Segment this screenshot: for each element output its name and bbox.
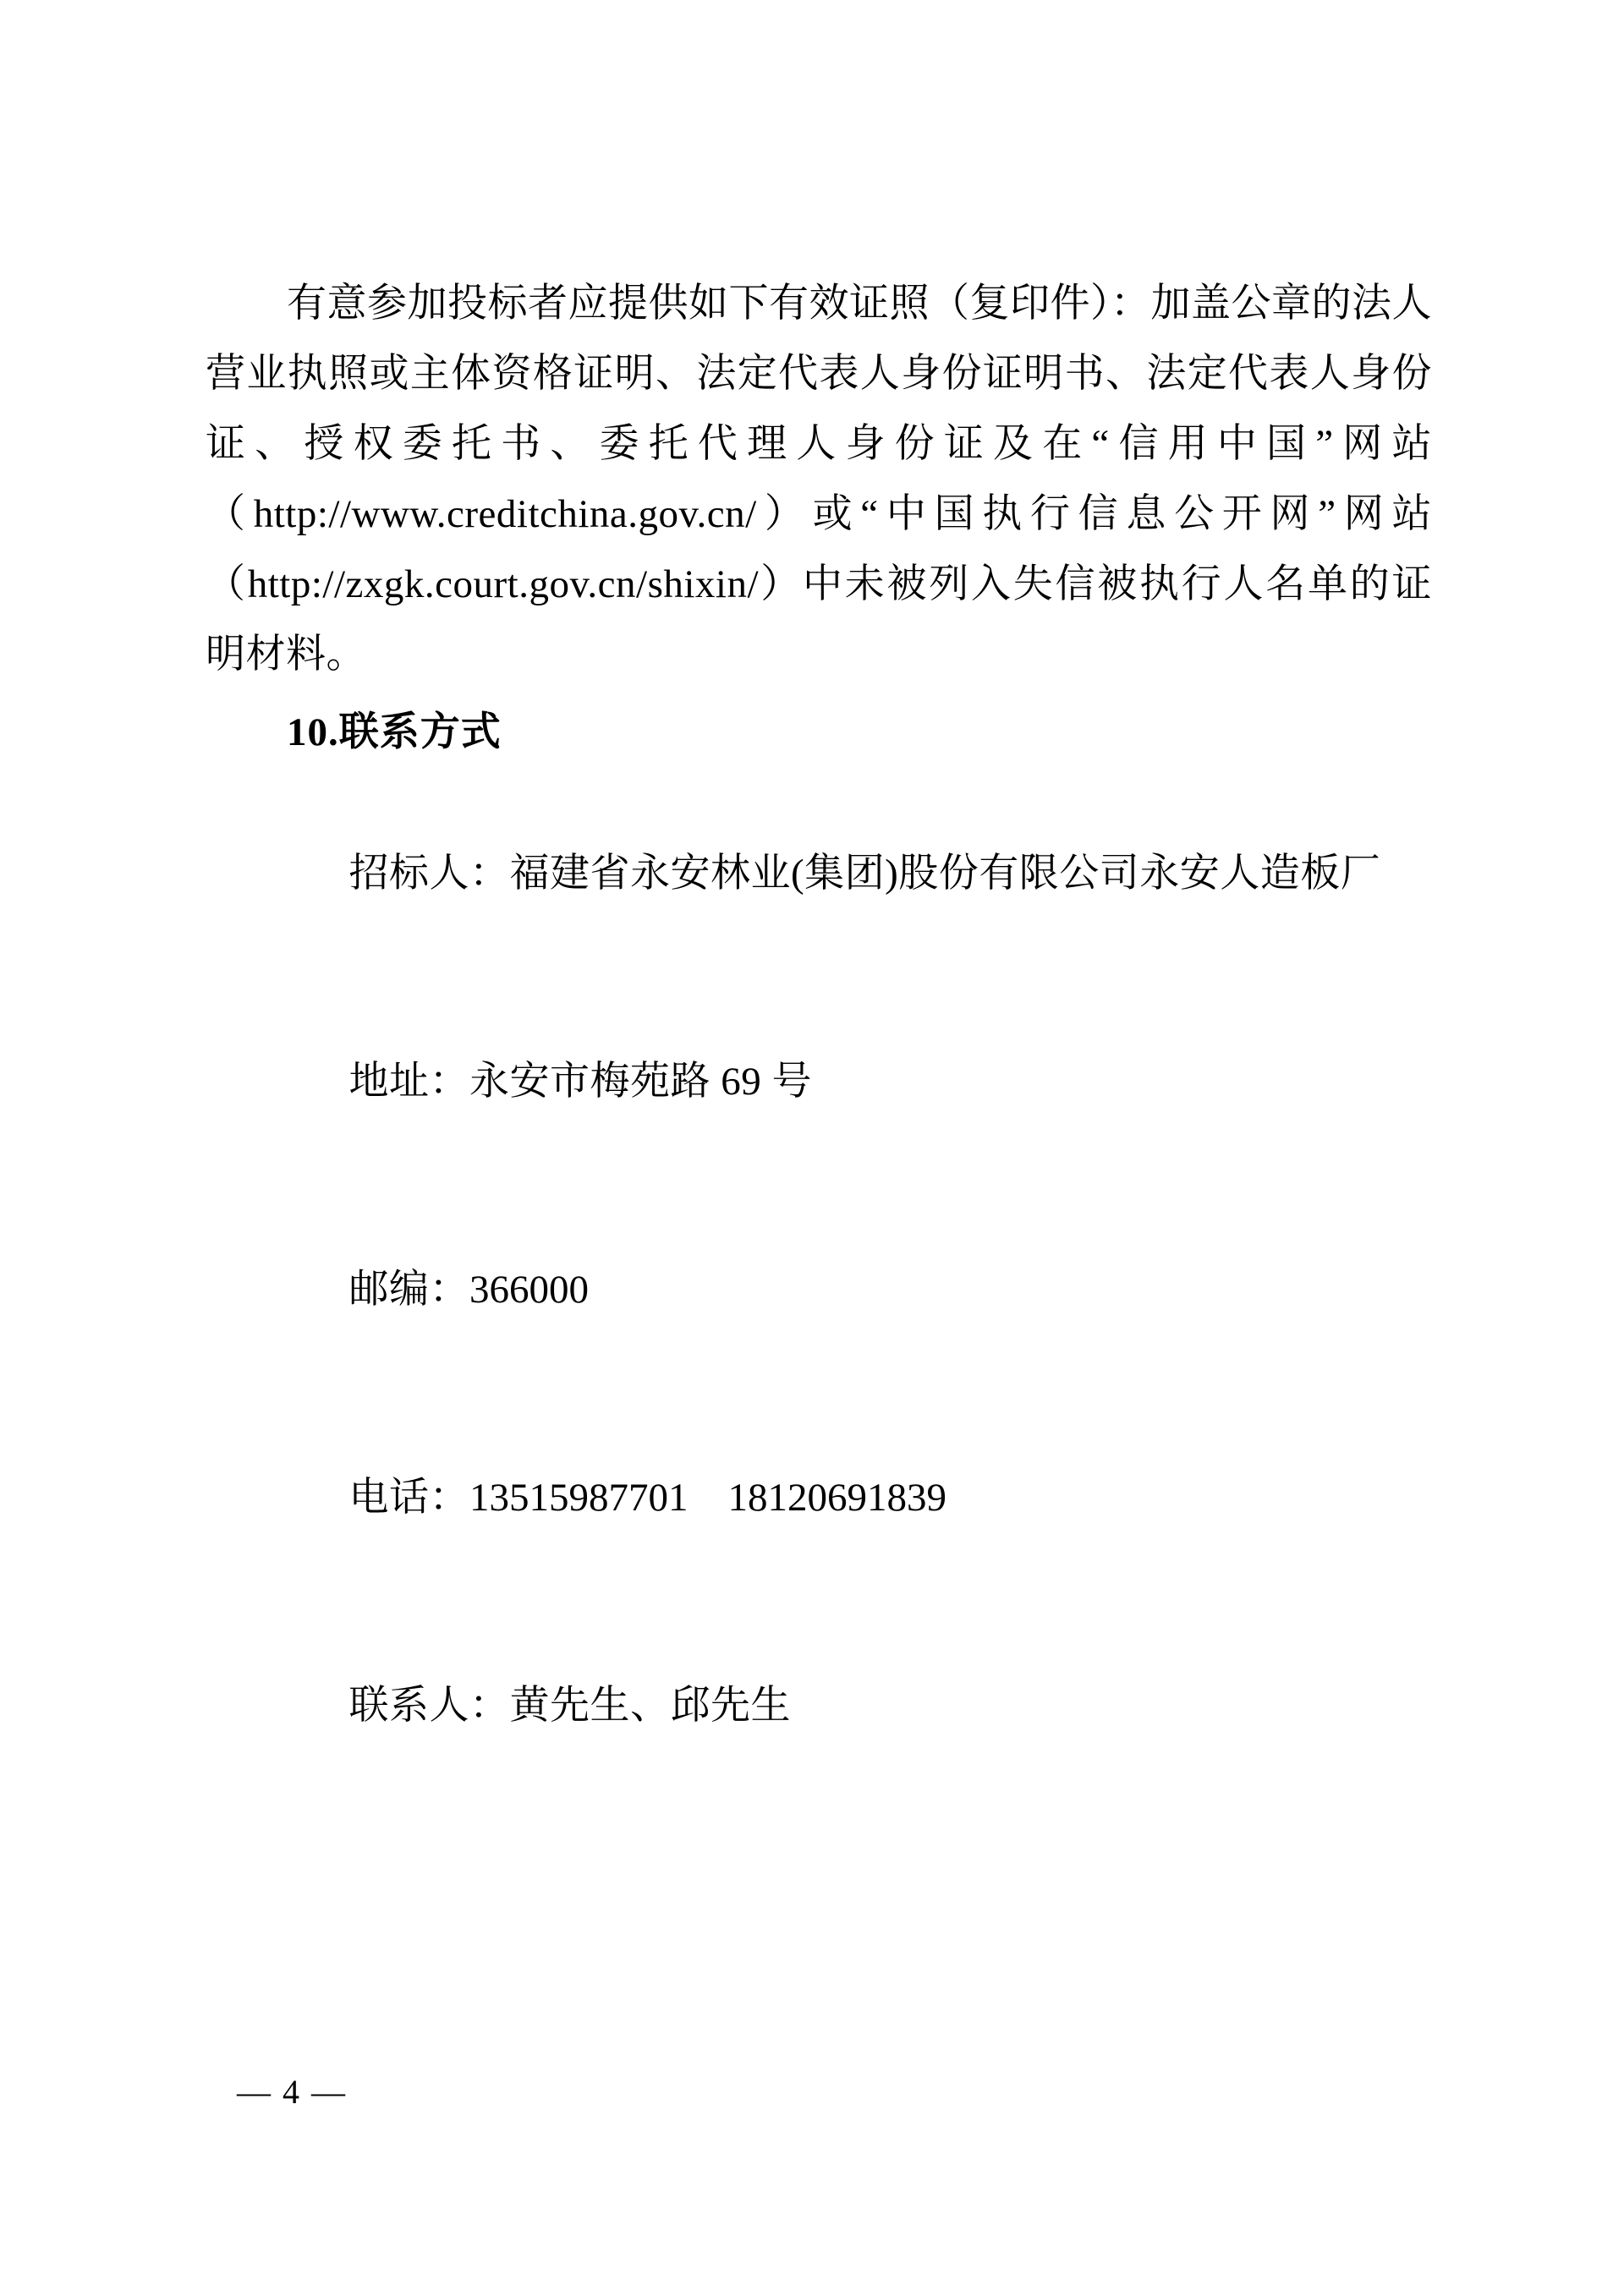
contact-address-value: 永安市梅苑路 69 号 (469, 1060, 812, 1104)
contact-tenderer-label: 招标人： (348, 852, 510, 896)
contact-tenderer (206, 770, 1432, 978)
section-heading-contact: 10.联系方式 (287, 710, 502, 754)
contact-person-value: 黄先生、邱先生 (509, 1684, 791, 1728)
contact-tenderer-value: 福建省永安林业(集团)股份有限公司永安人造板厂 (509, 852, 1381, 896)
contact-postcode-value: 366000 (469, 1268, 589, 1312)
contact-phone-label: 电话： (348, 1476, 469, 1520)
page-content (206, 269, 1432, 1810)
contact-person-label: 联系人： (348, 1684, 510, 1728)
contact-address-label: 地址： (348, 1060, 469, 1104)
page-footer-number: — 4 — (237, 2073, 347, 2111)
contact-person (206, 1602, 1432, 1810)
contact-postcode (206, 1186, 1432, 1394)
contact-phone-value: 13515987701 18120691839 (469, 1476, 946, 1520)
contact-postcode-label: 邮编： (348, 1268, 469, 1312)
paragraph-qualification-documents (206, 269, 1432, 690)
contact-address (206, 978, 1432, 1186)
contact-phone (206, 1394, 1432, 1602)
paragraph-text: 有意参加投标者应提供如下有效证照（复印件）：加盖公章的法人营业执照或主体资格证明、法定代表人身份证明书、法定代表人身份证、授权委托书、委托代理人身份证及在“信用中国”网站（http://www.creditchina.gov.cn/）或“中国执行信息公开网”网站（http://zxgk.court.gov.cn/shixin/）中未被列入失信被执行人名单的证明材料。 (206, 282, 1432, 677)
